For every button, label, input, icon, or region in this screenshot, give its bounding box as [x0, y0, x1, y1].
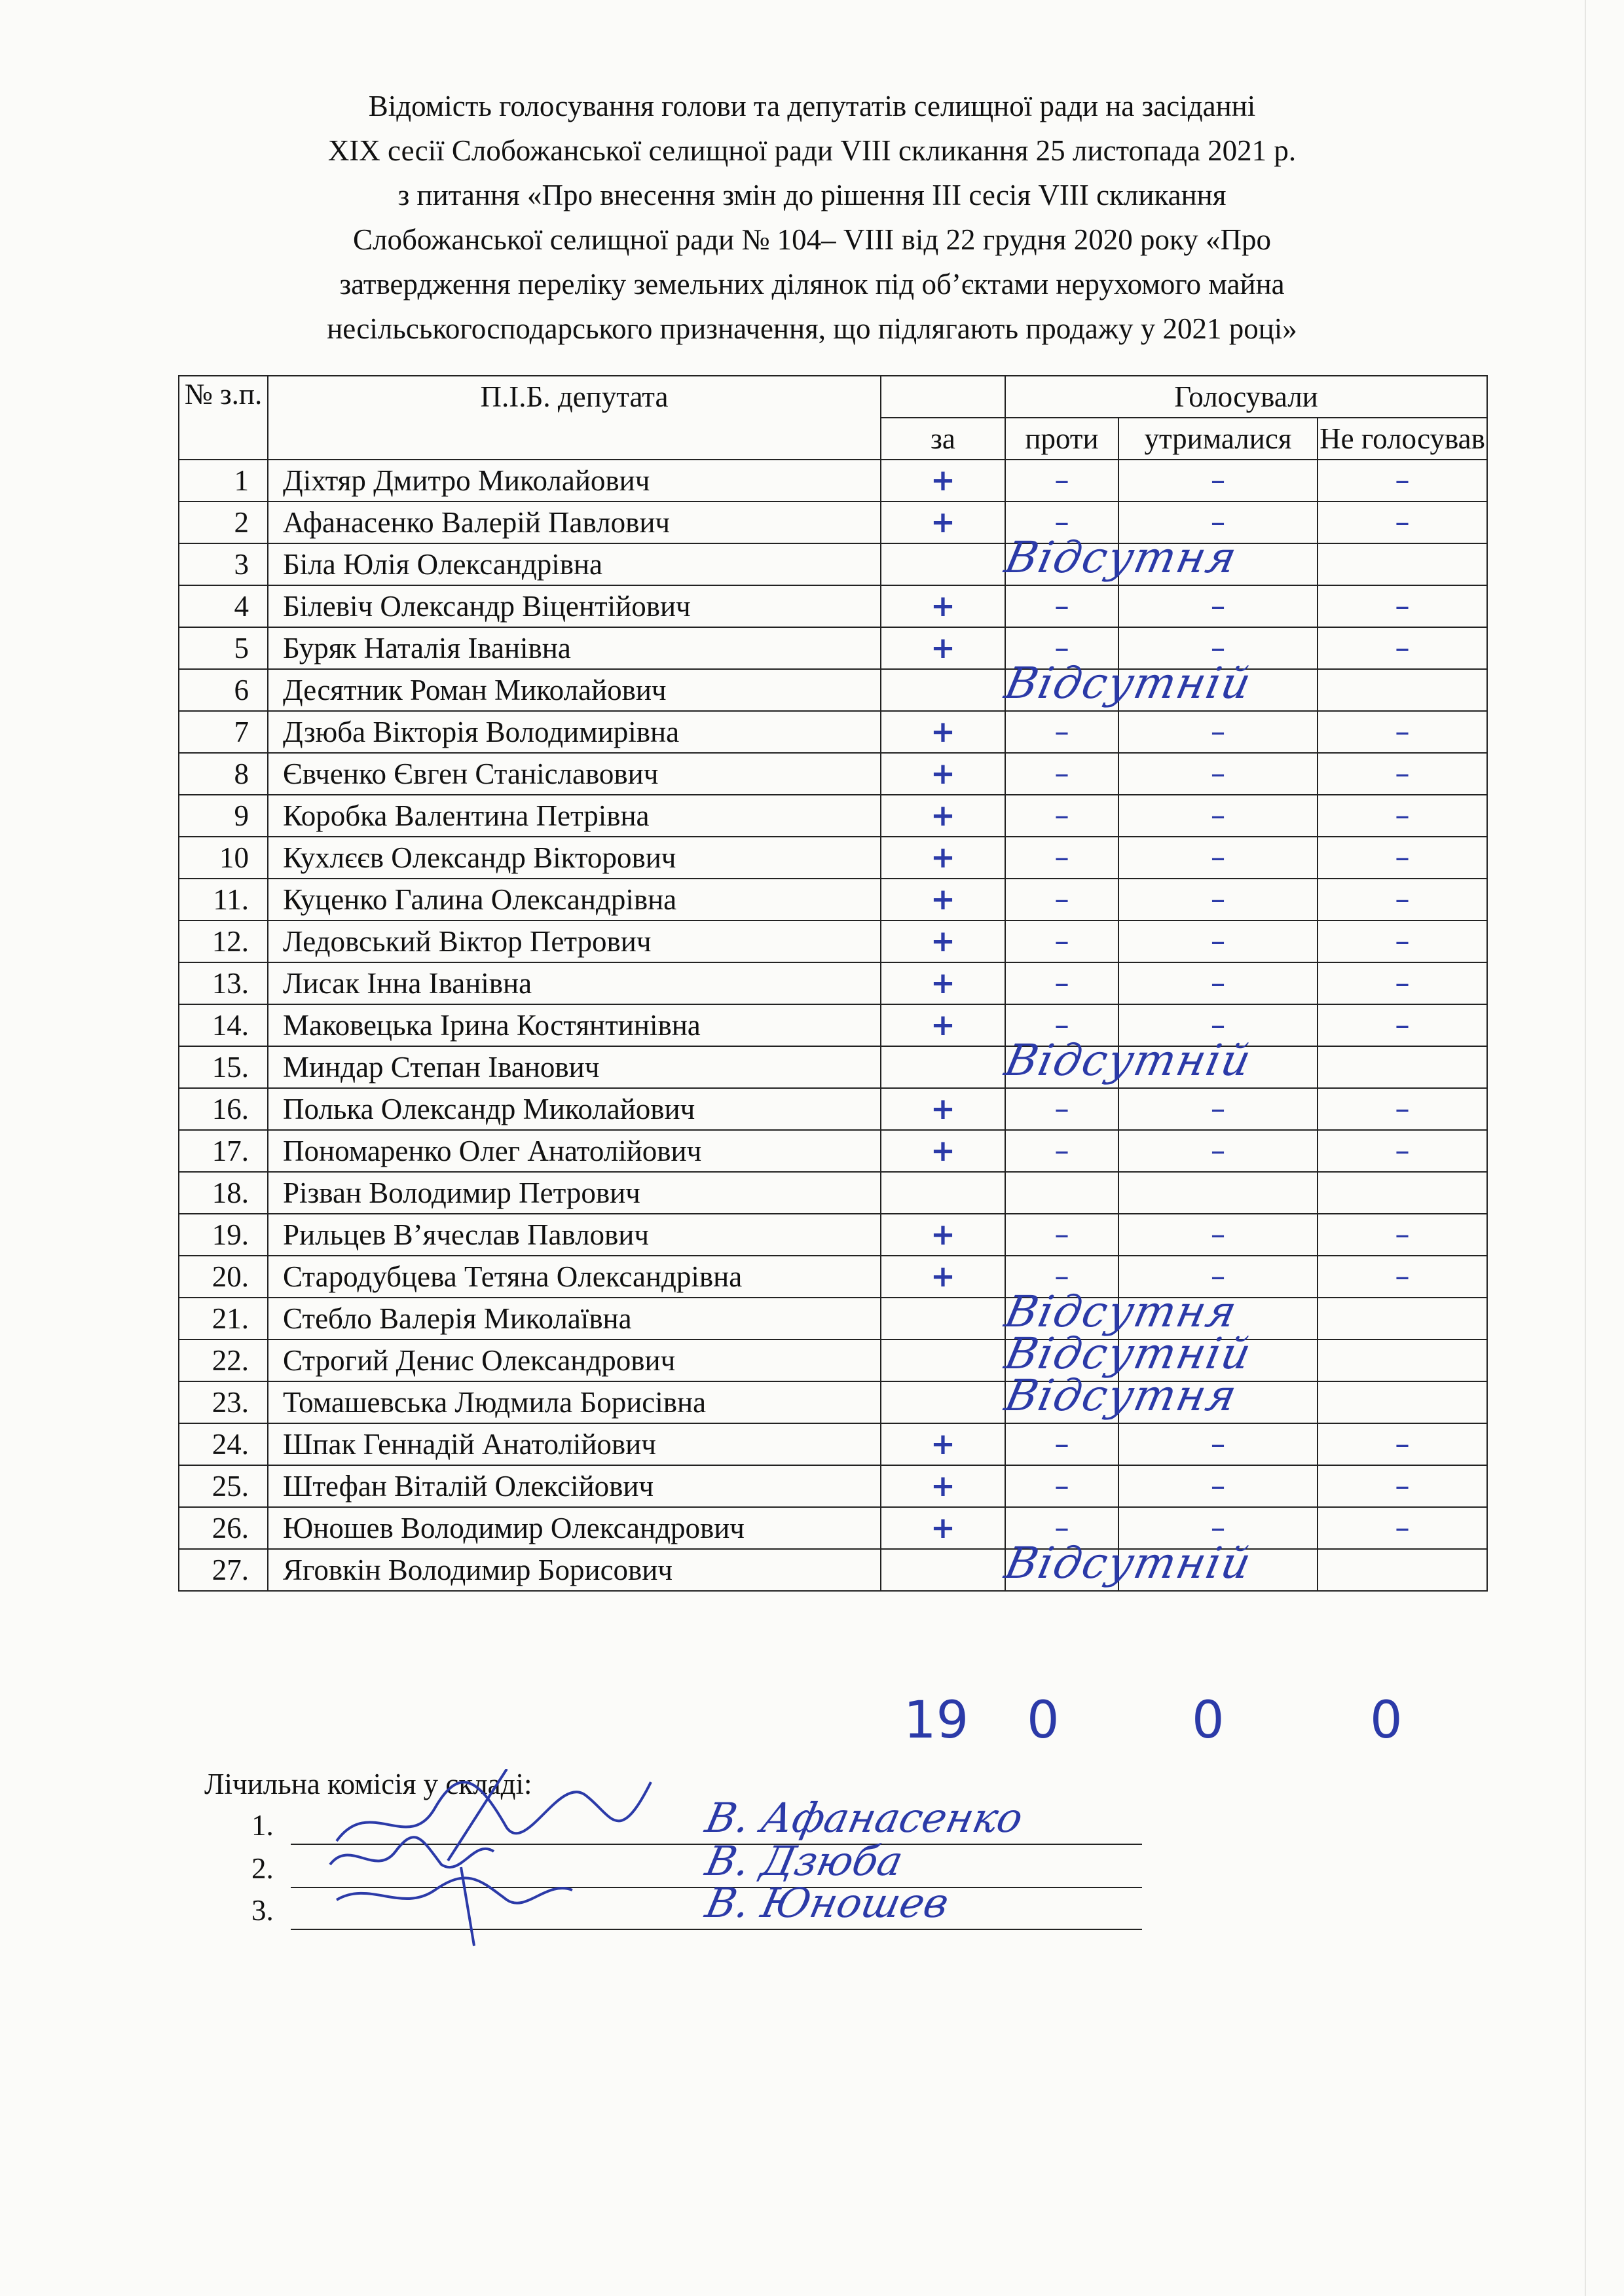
absent-note: Відсутня — [1000, 1370, 1242, 1421]
vote-for: + — [881, 711, 1005, 753]
vote-against: – — [1005, 879, 1118, 920]
row-number: 22. — [179, 1339, 268, 1381]
table-row — [179, 1381, 1487, 1423]
vote-against: – — [1005, 627, 1118, 669]
vote-against: – — [1005, 460, 1118, 501]
vote-not-voted — [1318, 1381, 1487, 1423]
absent-note: Відсутній — [1000, 1035, 1257, 1085]
page-edge — [1585, 0, 1586, 2296]
vote-not-voted — [1318, 1172, 1487, 1214]
vote-for: + — [881, 460, 1005, 501]
table-row — [179, 753, 1487, 795]
vote-for: + — [881, 879, 1005, 920]
table-row — [179, 627, 1487, 669]
table-row — [179, 585, 1487, 627]
vote-abstained: – — [1118, 1507, 1318, 1549]
row-number: 20. — [179, 1256, 268, 1298]
vote-abstained: – — [1118, 879, 1318, 920]
committee-member — [251, 1879, 1142, 1933]
vote-abstained: – — [1118, 627, 1318, 669]
vote-not-voted: – — [1318, 585, 1487, 627]
vote-not-voted: – — [1318, 962, 1487, 1004]
member-number: 2. — [251, 1852, 274, 1885]
vote-for: + — [881, 585, 1005, 627]
vote-for: + — [881, 753, 1005, 795]
vote-for: + — [881, 962, 1005, 1004]
row-number: 4 — [179, 585, 268, 627]
deputy-name: Полька Олександр Миколайович — [268, 1088, 881, 1130]
row-number: 1 — [179, 460, 268, 501]
row-number: 18. — [179, 1172, 268, 1214]
title-line: Слобожанської селищної ради № 104– VIII від 22 грудня 2020 року «Про — [353, 223, 1271, 256]
table-row — [179, 1172, 1487, 1214]
table-row — [179, 837, 1487, 879]
vote-against: – — [1005, 795, 1118, 837]
vote-against — [1005, 1172, 1118, 1214]
vote-abstained: – — [1118, 711, 1318, 753]
header-num: № з.п. — [179, 376, 268, 460]
deputy-name: Афанасенко Валерій Павлович — [268, 501, 881, 543]
table-row — [179, 920, 1487, 962]
vote-not-voted: – — [1318, 1256, 1487, 1298]
document-title — [157, 84, 1467, 351]
committee-label: Лічильна комісія у складі: — [204, 1768, 532, 1800]
vote-for: + — [881, 1507, 1005, 1549]
row-number: 27. — [179, 1549, 268, 1591]
vote-not-voted — [1318, 1046, 1487, 1088]
deputy-name: Різван Володимир Петрович — [268, 1172, 881, 1214]
row-number: 11. — [179, 879, 268, 920]
vote-abstained: – — [1118, 1465, 1318, 1507]
vote-not-voted: – — [1318, 1423, 1487, 1465]
vote-for — [881, 532, 1242, 585]
vote-not-voted — [1318, 1549, 1487, 1591]
row-number: 17. — [179, 1130, 268, 1172]
vote-not-voted: – — [1318, 1130, 1487, 1172]
vote-abstained: – — [1118, 837, 1318, 879]
deputy-name: Юношев Володимир Олександрович — [268, 1507, 881, 1549]
deputy-name: Штефан Віталій Олексійович — [268, 1465, 881, 1507]
table-row — [179, 1465, 1487, 1507]
deputy-name: Коробка Валентина Петрівна — [268, 795, 881, 837]
vote-not-voted: – — [1318, 711, 1487, 753]
row-number: 3 — [179, 543, 268, 585]
vote-against: – — [1005, 1088, 1118, 1130]
vote-against: – — [1005, 1465, 1118, 1507]
table-row — [179, 1004, 1487, 1046]
deputy-name: Біла Юлія Олександрівна — [268, 543, 881, 585]
table-row — [179, 1214, 1487, 1256]
header-for: за — [881, 418, 1005, 460]
deputy-name: Буряк Наталія Іванівна — [268, 627, 881, 669]
table-row — [179, 1339, 1487, 1381]
vote-for: + — [881, 501, 1005, 543]
row-number: 6 — [179, 669, 268, 711]
deputy-name: Маковецька Ірина Костянтинівна — [268, 1004, 881, 1046]
vote-for — [881, 1172, 1005, 1214]
vote-for: + — [881, 1088, 1005, 1130]
member-name: В. Дзюба — [701, 1837, 908, 1885]
row-number: 26. — [179, 1507, 268, 1549]
row-number: 14. — [179, 1004, 268, 1046]
header-name: П.І.Б. депутата — [268, 376, 881, 460]
vote-against: – — [1005, 711, 1118, 753]
vote-not-voted: – — [1318, 1088, 1487, 1130]
vote-not-voted: – — [1318, 837, 1487, 879]
deputy-name: Ледовський Віктор Петрович — [268, 920, 881, 962]
vote-not-voted: – — [1318, 501, 1487, 543]
deputy-name: Яговкін Володимир Борисович — [268, 1549, 881, 1591]
absent-note: Відсутній — [1000, 1328, 1257, 1379]
vote-for — [881, 1328, 1257, 1381]
vote-against: – — [1005, 1256, 1118, 1298]
deputy-name: Стебло Валерія Миколаївна — [268, 1298, 881, 1339]
vote-not-voted: – — [1318, 1465, 1487, 1507]
vote-abstained: – — [1118, 1130, 1318, 1172]
vote-abstained: – — [1118, 1423, 1318, 1465]
row-number: 15. — [179, 1046, 268, 1088]
total-for: 19 — [904, 1691, 969, 1750]
member-name: В. Афанасенко — [701, 1794, 1027, 1842]
vote-for: + — [881, 1130, 1005, 1172]
vote-not-voted — [1318, 543, 1487, 585]
row-number: 2 — [179, 501, 268, 543]
row-number: 8 — [179, 753, 268, 795]
table-row — [179, 460, 1487, 501]
vote-abstained: – — [1118, 920, 1318, 962]
deputy-name: Стародубцева Тетяна Олександрівна — [268, 1256, 881, 1298]
vote-not-voted: – — [1318, 1004, 1487, 1046]
vote-abstained: – — [1118, 501, 1318, 543]
deputy-name: Лисак Інна Іванівна — [268, 962, 881, 1004]
row-number: 10 — [179, 837, 268, 879]
table-row — [179, 711, 1487, 753]
vote-for — [881, 1286, 1242, 1339]
header-not-voted: Не голосував — [1318, 418, 1487, 460]
deputy-name: Строгий Денис Олександрович — [268, 1339, 881, 1381]
vote-for — [881, 1538, 1257, 1591]
vote-abstained: – — [1118, 1214, 1318, 1256]
total-against: 0 — [1027, 1691, 1060, 1750]
signature-scrawl — [310, 1854, 677, 1952]
total-not-voted: 0 — [1370, 1691, 1403, 1750]
header-against: проти — [1005, 418, 1118, 460]
vote-not-voted: – — [1318, 1214, 1487, 1256]
table-row — [179, 1046, 1487, 1088]
table-row — [179, 543, 1487, 585]
vote-not-voted: – — [1318, 1507, 1487, 1549]
deputy-name: Кухлєєв Олександр Вікторович — [268, 837, 881, 879]
vote-not-voted: – — [1318, 460, 1487, 501]
table-row — [179, 795, 1487, 837]
vote-for: + — [881, 1465, 1005, 1507]
vote-against: – — [1005, 1004, 1118, 1046]
vote-for — [881, 658, 1257, 711]
table-row — [179, 1423, 1487, 1465]
vote-not-voted — [1318, 1339, 1487, 1381]
vote-abstained: – — [1118, 962, 1318, 1004]
vote-for — [881, 1370, 1242, 1423]
header-blank — [881, 376, 1005, 418]
total-abstained: 0 — [1192, 1691, 1225, 1750]
vote-for: + — [881, 1004, 1005, 1046]
vote-not-voted — [1318, 1298, 1487, 1339]
deputy-name: Шпак Геннадій Анатолійович — [268, 1423, 881, 1465]
deputy-name: Білевіч Олександр Віцентійович — [268, 585, 881, 627]
vote-against: – — [1005, 962, 1118, 1004]
member-number: 1. — [251, 1809, 274, 1842]
row-number: 16. — [179, 1088, 268, 1130]
row-number: 9 — [179, 795, 268, 837]
member-name: В. Юношев — [701, 1879, 953, 1927]
table-row — [179, 669, 1487, 711]
vote-abstained — [1118, 1172, 1318, 1214]
table-row — [179, 879, 1487, 920]
vote-for: + — [881, 837, 1005, 879]
vote-against: – — [1005, 585, 1118, 627]
deputy-name: Євченко Євген Станіславович — [268, 753, 881, 795]
title-line: затвердження переліку земельних ділянок під об’єктами нерухомого майна — [339, 268, 1285, 301]
vote-abstained: – — [1118, 1004, 1318, 1046]
table-row — [179, 1130, 1487, 1172]
deputy-name: Томашевська Людмила Борисівна — [268, 1381, 881, 1423]
vote-abstained: – — [1118, 795, 1318, 837]
row-number: 5 — [179, 627, 268, 669]
vote-for — [881, 1035, 1257, 1088]
title-line: з питання «Про внесення змін до рішення ІІІ сесія VIII скликання — [397, 179, 1227, 211]
title-line: Відомість голосування голови та депутатів селищної ради на засіданні — [368, 90, 1256, 122]
row-number: 13. — [179, 962, 268, 1004]
vote-abstained: – — [1118, 753, 1318, 795]
table-row — [179, 1298, 1487, 1339]
vote-against: – — [1005, 501, 1118, 543]
row-number: 23. — [179, 1381, 268, 1423]
vote-not-voted: – — [1318, 879, 1487, 920]
vote-not-voted: – — [1318, 753, 1487, 795]
vote-not-voted: – — [1318, 627, 1487, 669]
header-row — [179, 376, 1487, 418]
table-row — [179, 962, 1487, 1004]
row-number: 25. — [179, 1465, 268, 1507]
vote-abstained: – — [1118, 460, 1318, 501]
deputy-name: Пономаренко Олег Анатолійович — [268, 1130, 881, 1172]
vote-against: – — [1005, 753, 1118, 795]
vote-for: + — [881, 795, 1005, 837]
row-number: 7 — [179, 711, 268, 753]
deputy-name: Дзюба Вікторія Володимирівна — [268, 711, 881, 753]
vote-against: – — [1005, 1423, 1118, 1465]
deputy-name: Миндар Степан Іванович — [268, 1046, 881, 1088]
vote-abstained: – — [1118, 1088, 1318, 1130]
row-number: 24. — [179, 1423, 268, 1465]
deputy-name: Десятник Роман Миколайович — [268, 669, 881, 711]
header-voted: Голосували — [1005, 376, 1487, 418]
table-row — [179, 1088, 1487, 1130]
vote-for: + — [881, 920, 1005, 962]
vote-against: – — [1005, 837, 1118, 879]
header-abstained: утрималися — [1118, 418, 1318, 460]
title-line: несільськогосподарського призначення, що підлягають продажу у 2021 році» — [327, 312, 1297, 345]
absent-note: Відсутній — [1000, 1538, 1257, 1588]
vote-not-voted: – — [1318, 920, 1487, 962]
vote-for: + — [881, 627, 1005, 669]
deputy-name: Рильцев В’ячеслав Павлович — [268, 1214, 881, 1256]
vote-not-voted: – — [1318, 795, 1487, 837]
table-row — [179, 501, 1487, 543]
vote-for: + — [881, 1423, 1005, 1465]
vote-against: – — [1005, 1214, 1118, 1256]
absent-note: Відсутня — [1000, 532, 1242, 583]
vote-not-voted — [1318, 669, 1487, 711]
absent-note: Відсутній — [1000, 658, 1257, 708]
vote-against: – — [1005, 1507, 1118, 1549]
voting-table — [178, 375, 1488, 1592]
vote-for: + — [881, 1214, 1005, 1256]
table-row — [179, 1549, 1487, 1591]
row-number: 19. — [179, 1214, 268, 1256]
vote-abstained: – — [1118, 585, 1318, 627]
row-number: 21. — [179, 1298, 268, 1339]
vote-against: – — [1005, 1130, 1118, 1172]
deputy-name: Діхтяр Дмитро Миколайович — [268, 460, 881, 501]
row-number: 12. — [179, 920, 268, 962]
table-row — [179, 1507, 1487, 1549]
vote-abstained: – — [1118, 1256, 1318, 1298]
member-number: 3. — [251, 1894, 274, 1927]
table-row — [179, 1256, 1487, 1298]
vote-for: + — [881, 1256, 1005, 1298]
deputy-name: Куценко Галина Олександрівна — [268, 879, 881, 920]
absent-note: Відсутня — [1000, 1286, 1242, 1337]
title-line: XIX сесії Слобожанської селищної ради VIII скликання 25 листопада 2021 р. — [327, 134, 1297, 167]
vote-against: – — [1005, 920, 1118, 962]
